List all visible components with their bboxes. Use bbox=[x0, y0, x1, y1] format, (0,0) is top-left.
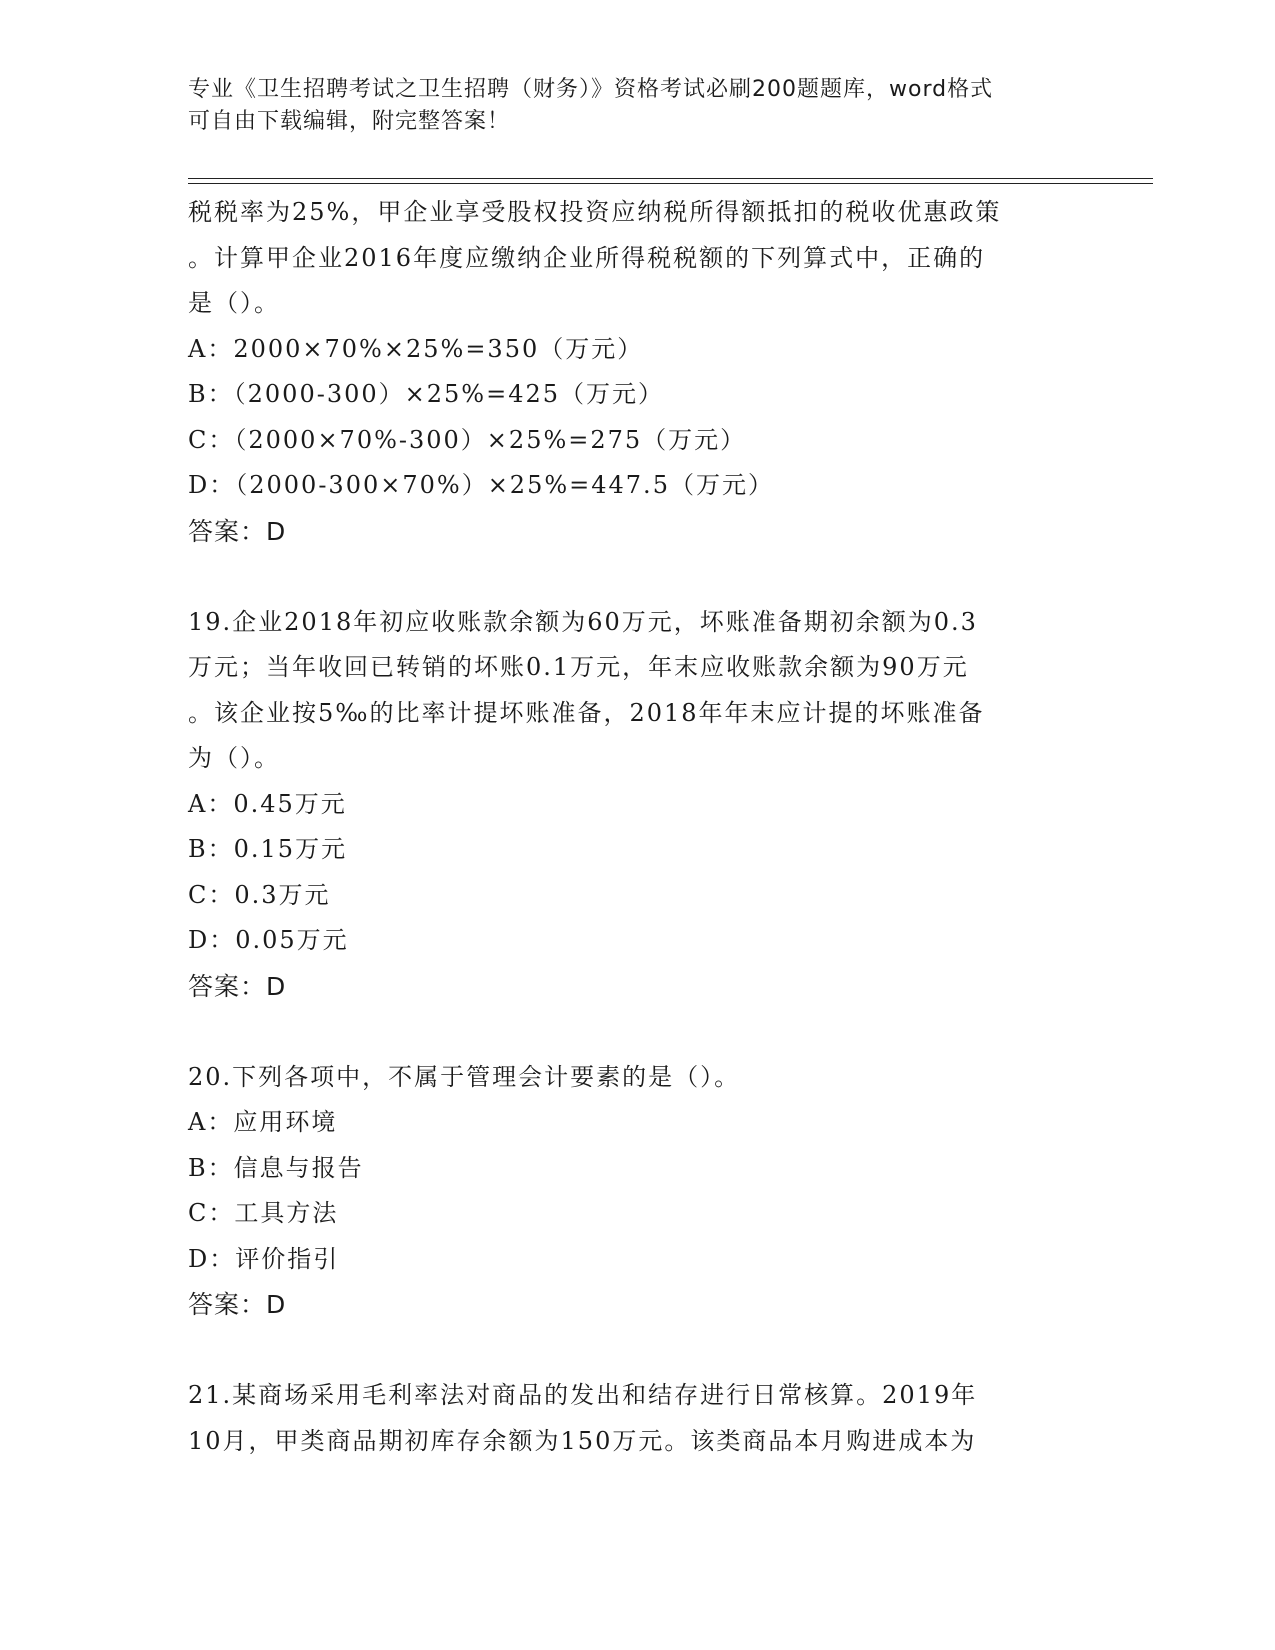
option-d: D：0.05万元 bbox=[188, 926, 349, 954]
option-a: A：应用环境 bbox=[188, 1108, 338, 1136]
question-20 bbox=[188, 1055, 1088, 1328]
option-d: D：（2000-300×70%）×25%=447.5（万元） bbox=[188, 471, 774, 499]
answer-label: 答案：D bbox=[188, 971, 287, 1001]
answer-label: 答案：D bbox=[188, 516, 287, 546]
spacer bbox=[188, 554, 1088, 600]
question-text-line: 为（）。 bbox=[188, 744, 280, 772]
question-text-line: 是（）。 bbox=[188, 289, 280, 317]
document-header bbox=[188, 74, 1088, 138]
header-divider-bottom bbox=[188, 183, 1153, 184]
spacer bbox=[188, 1328, 1088, 1374]
option-c: C：（2000×70%-300）×25%=275（万元） bbox=[188, 425, 747, 454]
option-b: B：0.15万元 bbox=[188, 835, 348, 863]
question-text-line: 万元；当年收回已转销的坏账0.1万元，年末应收账款余额为90万元 bbox=[188, 653, 969, 681]
header-divider-top bbox=[188, 178, 1153, 179]
header-line-2: 可自由下载编辑，附完整答案！ bbox=[188, 109, 511, 134]
question-text-line: 21.某商场采用毛利率法对商品的发出和结存进行日常核算。2019年 bbox=[188, 1381, 978, 1409]
question-text-line: 19.企业2018年初应收账款余额为60万元，坏账准备期初余额为0.3 bbox=[188, 607, 978, 636]
answer-label: 答案：D bbox=[188, 1290, 287, 1319]
question-text-line: 10月，甲类商品期初库存余额为150万元。该类商品本月购进成本为 bbox=[188, 1426, 977, 1455]
option-c: C：工具方法 bbox=[188, 1199, 339, 1227]
option-d: D：评价指引 bbox=[188, 1244, 340, 1273]
header-line-1: 专业《卫生招聘考试之卫生招聘（财务）》资格考试必刷200题题库，word格式 bbox=[188, 77, 994, 102]
question-18 bbox=[188, 190, 1088, 554]
question-19 bbox=[188, 600, 1088, 1010]
question-text-line: 。计算甲企业2016年度应缴纳企业所得税税额的下列算式中，正确的 bbox=[188, 243, 986, 272]
question-list bbox=[188, 190, 1088, 1464]
option-a: A：2000×70%×25%=350（万元） bbox=[188, 334, 644, 363]
option-b: B：（2000-300）×25%=425（万元） bbox=[188, 380, 665, 408]
option-c: C：0.3万元 bbox=[188, 880, 331, 909]
question-text-line: 。该企业按5‰的比率计提坏账准备，2018年年末应计提的坏账准备 bbox=[188, 698, 985, 727]
question-text-line: 20.下列各项中，不属于管理会计要素的是（）。 bbox=[188, 1062, 741, 1091]
option-a: A：0.45万元 bbox=[188, 789, 347, 818]
question-21 bbox=[188, 1373, 1088, 1464]
question-text-line: 税税率为25%，甲企业享受股权投资应纳税所得额抵扣的税收优惠政策 bbox=[188, 198, 1002, 226]
option-b: B：信息与报告 bbox=[188, 1153, 364, 1182]
spacer bbox=[188, 1009, 1088, 1055]
